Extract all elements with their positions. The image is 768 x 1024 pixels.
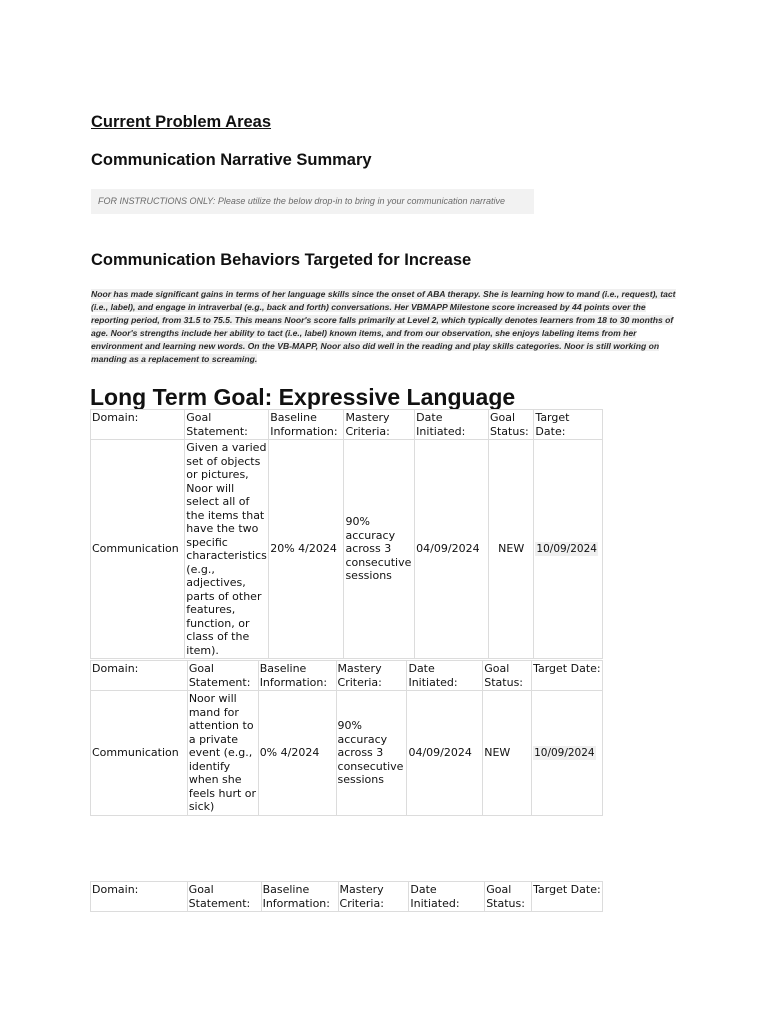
date-initiated-header: Date Initiated:: [415, 410, 489, 440]
goal-statement: Noor will mand for attention to a private event (e.g., identify when she feels hurt or sick): [187, 691, 258, 816]
communication-narrative: [91, 288, 681, 366]
goal-table-2: [90, 660, 603, 816]
goal-status: NEW: [483, 691, 532, 816]
goal-mastery: 90% accuracy across 3 consecutive sessions: [336, 691, 407, 816]
goal-date-initiated: 04/09/2024: [407, 691, 483, 816]
baseline-header: Baseline Information:: [261, 882, 338, 912]
goal-statement-header: Goal Statement:: [185, 410, 269, 440]
goal-table-1: [90, 409, 603, 659]
goal-table-3: [90, 881, 603, 912]
goal-mastery: 90% accuracy across 3 consecutive sessions: [344, 440, 415, 659]
behaviors-targeted-heading: Communication Behaviors Targeted for Increase: [91, 251, 472, 269]
goal-status-header: Goal Status:: [483, 661, 532, 691]
goal-table-header-row: [91, 882, 603, 912]
target-date-header: Target Date:: [534, 410, 603, 440]
narrative-text: Noor has made significant gains in terms of her language skills since the onset of ABA therapy. She is learning how to mand (i.e., request), tact (i.e., label), and engage in intraverbal (e.g., back and forth) conversations. Her VBMAPP Milestone score increased by 44 points over the reporting period, from 31.5 to 75.5. This means Noor's score falls primarily at Level 2, which typically denotes learners from 18 to 30 months of age. Noor's strengths include her ability to tact (i.e., label) known items, and from our observation, she enjoys labeling items from her environment and learning new words. On the VB-MAPP, Noor also did well in the reading and play skills categories. Noor is still working on manding as a replacement to screaming.: [91, 289, 676, 364]
communication-narrative-summary-heading: Communication Narrative Summary: [91, 151, 372, 169]
goal-baseline: 20% 4/2024: [269, 440, 344, 659]
instructions-box: FOR INSTRUCTIONS ONLY: Please utilize the below drop-in to bring in your communication narrative: [91, 189, 534, 214]
goal-statement: Given a varied set of objects or pictures, Noor will select all of the items that have the two specific characteristics (e.g., adjectives, parts of other features, function, or class of the item).: [186, 441, 267, 657]
mastery-header: Mastery Criteria:: [336, 661, 407, 691]
goal-target-date-cell: [534, 440, 603, 659]
target-date-header: Target Date:: [532, 661, 603, 691]
mastery-header: Mastery Criteria:: [338, 882, 409, 912]
current-problem-areas-heading: Current Problem Areas: [91, 113, 272, 131]
domain-header: Domain:: [91, 882, 188, 912]
domain-header: Domain:: [91, 410, 185, 440]
goal-status: NEW: [489, 440, 534, 659]
long-term-goal-heading: Long Term Goal: Expressive Language: [90, 384, 516, 410]
date-initiated-header: Date Initiated:: [409, 882, 485, 912]
goal-row: [91, 440, 603, 659]
goal-domain: Communication: [91, 691, 188, 816]
goal-statement-header: Goal Statement:: [187, 882, 261, 912]
goal-status-header: Goal Status:: [485, 882, 532, 912]
domain-header: Domain:: [91, 661, 188, 691]
target-date-header: Target Date:: [532, 882, 603, 912]
goal-target-date[interactable]: 10/09/2024: [536, 542, 597, 555]
goal-target-date-cell: [532, 691, 603, 816]
goal-table-header-row: [91, 410, 603, 440]
goal-row: [91, 691, 603, 816]
goal-table-header-row: [91, 661, 603, 691]
mastery-header: Mastery Criteria:: [344, 410, 415, 440]
goal-date-initiated: 04/09/2024: [415, 440, 489, 659]
date-initiated-header: Date Initiated:: [407, 661, 483, 691]
baseline-header: Baseline Information:: [269, 410, 344, 440]
goal-status-header: Goal Status:: [489, 410, 534, 440]
goal-target-date[interactable]: 10/09/2024: [534, 746, 595, 759]
goal-statement-header: Goal Statement:: [187, 661, 258, 691]
baseline-header: Baseline Information:: [258, 661, 336, 691]
goal-baseline: 0% 4/2024: [258, 691, 336, 816]
goal-domain: Communication: [91, 440, 185, 659]
